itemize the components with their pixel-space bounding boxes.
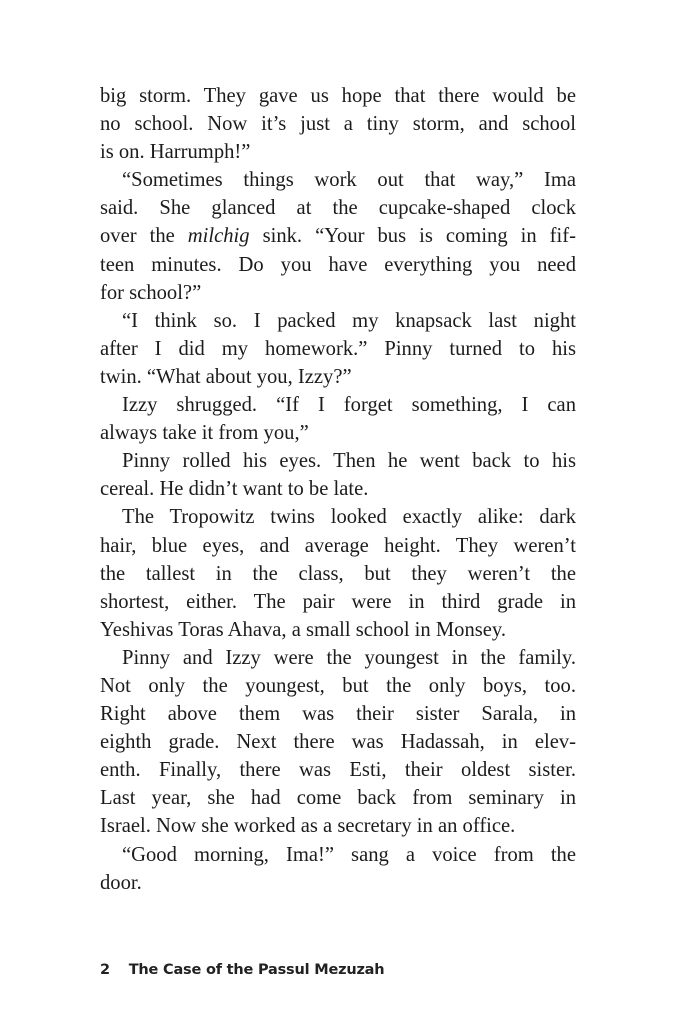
text-line — [100, 222, 576, 250]
text-line: big storm. They gave us hope that there would be — [100, 85, 576, 107]
text-line: shortest, either. The pair were in third grade in — [100, 590, 576, 613]
text-line: Pinny rolled his eyes. Then he went back to his — [122, 450, 576, 473]
text-line: hair, blue eyes, and average height. They weren’t — [100, 534, 576, 557]
text-line: Not only the youngest, but the only boys, too. — [100, 674, 576, 697]
text-line: Last year, she had come back from seminary in — [100, 787, 576, 810]
text-line: The Tropowitz twins looked exactly alike: dark — [122, 506, 576, 529]
text-line: is on. Harrumph!” — [100, 141, 251, 164]
text-line: door. — [100, 871, 142, 894]
text-line: Israel. Now she worked as a secretary in an office. — [100, 815, 516, 838]
text-line: eighth grade. Next there was Hadassah, in elev- — [100, 731, 576, 754]
text-line: the tallest in the class, but they weren’t the — [100, 562, 576, 585]
text-line: Izzy shrugged. “If I forget something, I can — [122, 394, 576, 417]
text-segment: over the — [100, 225, 188, 248]
text-line: teen minutes. Do you have everything you need — [100, 253, 576, 276]
running-title: The Case of the Passul Mezuzah — [128, 962, 385, 978]
text-line: “Sometimes things work out that way,” Ima — [122, 169, 576, 192]
text-line: Right above them was their sister Sarala, in — [100, 703, 576, 726]
text-line: “Good morning, Ima!” sang a voice from the — [122, 843, 576, 866]
text-line: always take it from you,” — [100, 422, 309, 445]
text-line: Pinny and Izzy were the youngest in the family. — [122, 646, 576, 669]
text-line: Yeshivas Toras Ahava, a small school in Monsey. — [100, 618, 507, 641]
text-line: “I think so. I packed my knapsack last night — [122, 309, 576, 332]
page-number: 2 — [100, 962, 111, 978]
text-line: no school. Now it’s just a tiny storm, and school — [100, 113, 576, 136]
body-text — [100, 82, 576, 897]
text-line: said. She glanced at the cupcake-shaped clock — [100, 197, 576, 220]
text-line: enth. Finally, there was Esti, their oldest sister. — [100, 759, 576, 782]
italic-word: milchig — [187, 225, 250, 248]
text-segment: sink. “Your bus is coming in fif- — [249, 225, 576, 248]
text-line: for school?” — [100, 281, 202, 304]
text-line: after I did my homework.” Pinny turned to his — [100, 337, 576, 360]
page-footer — [100, 962, 384, 978]
text-line: cereal. He didn’t want to be late. — [100, 478, 369, 501]
text-line: twin. “What about you, Izzy?” — [100, 365, 352, 388]
